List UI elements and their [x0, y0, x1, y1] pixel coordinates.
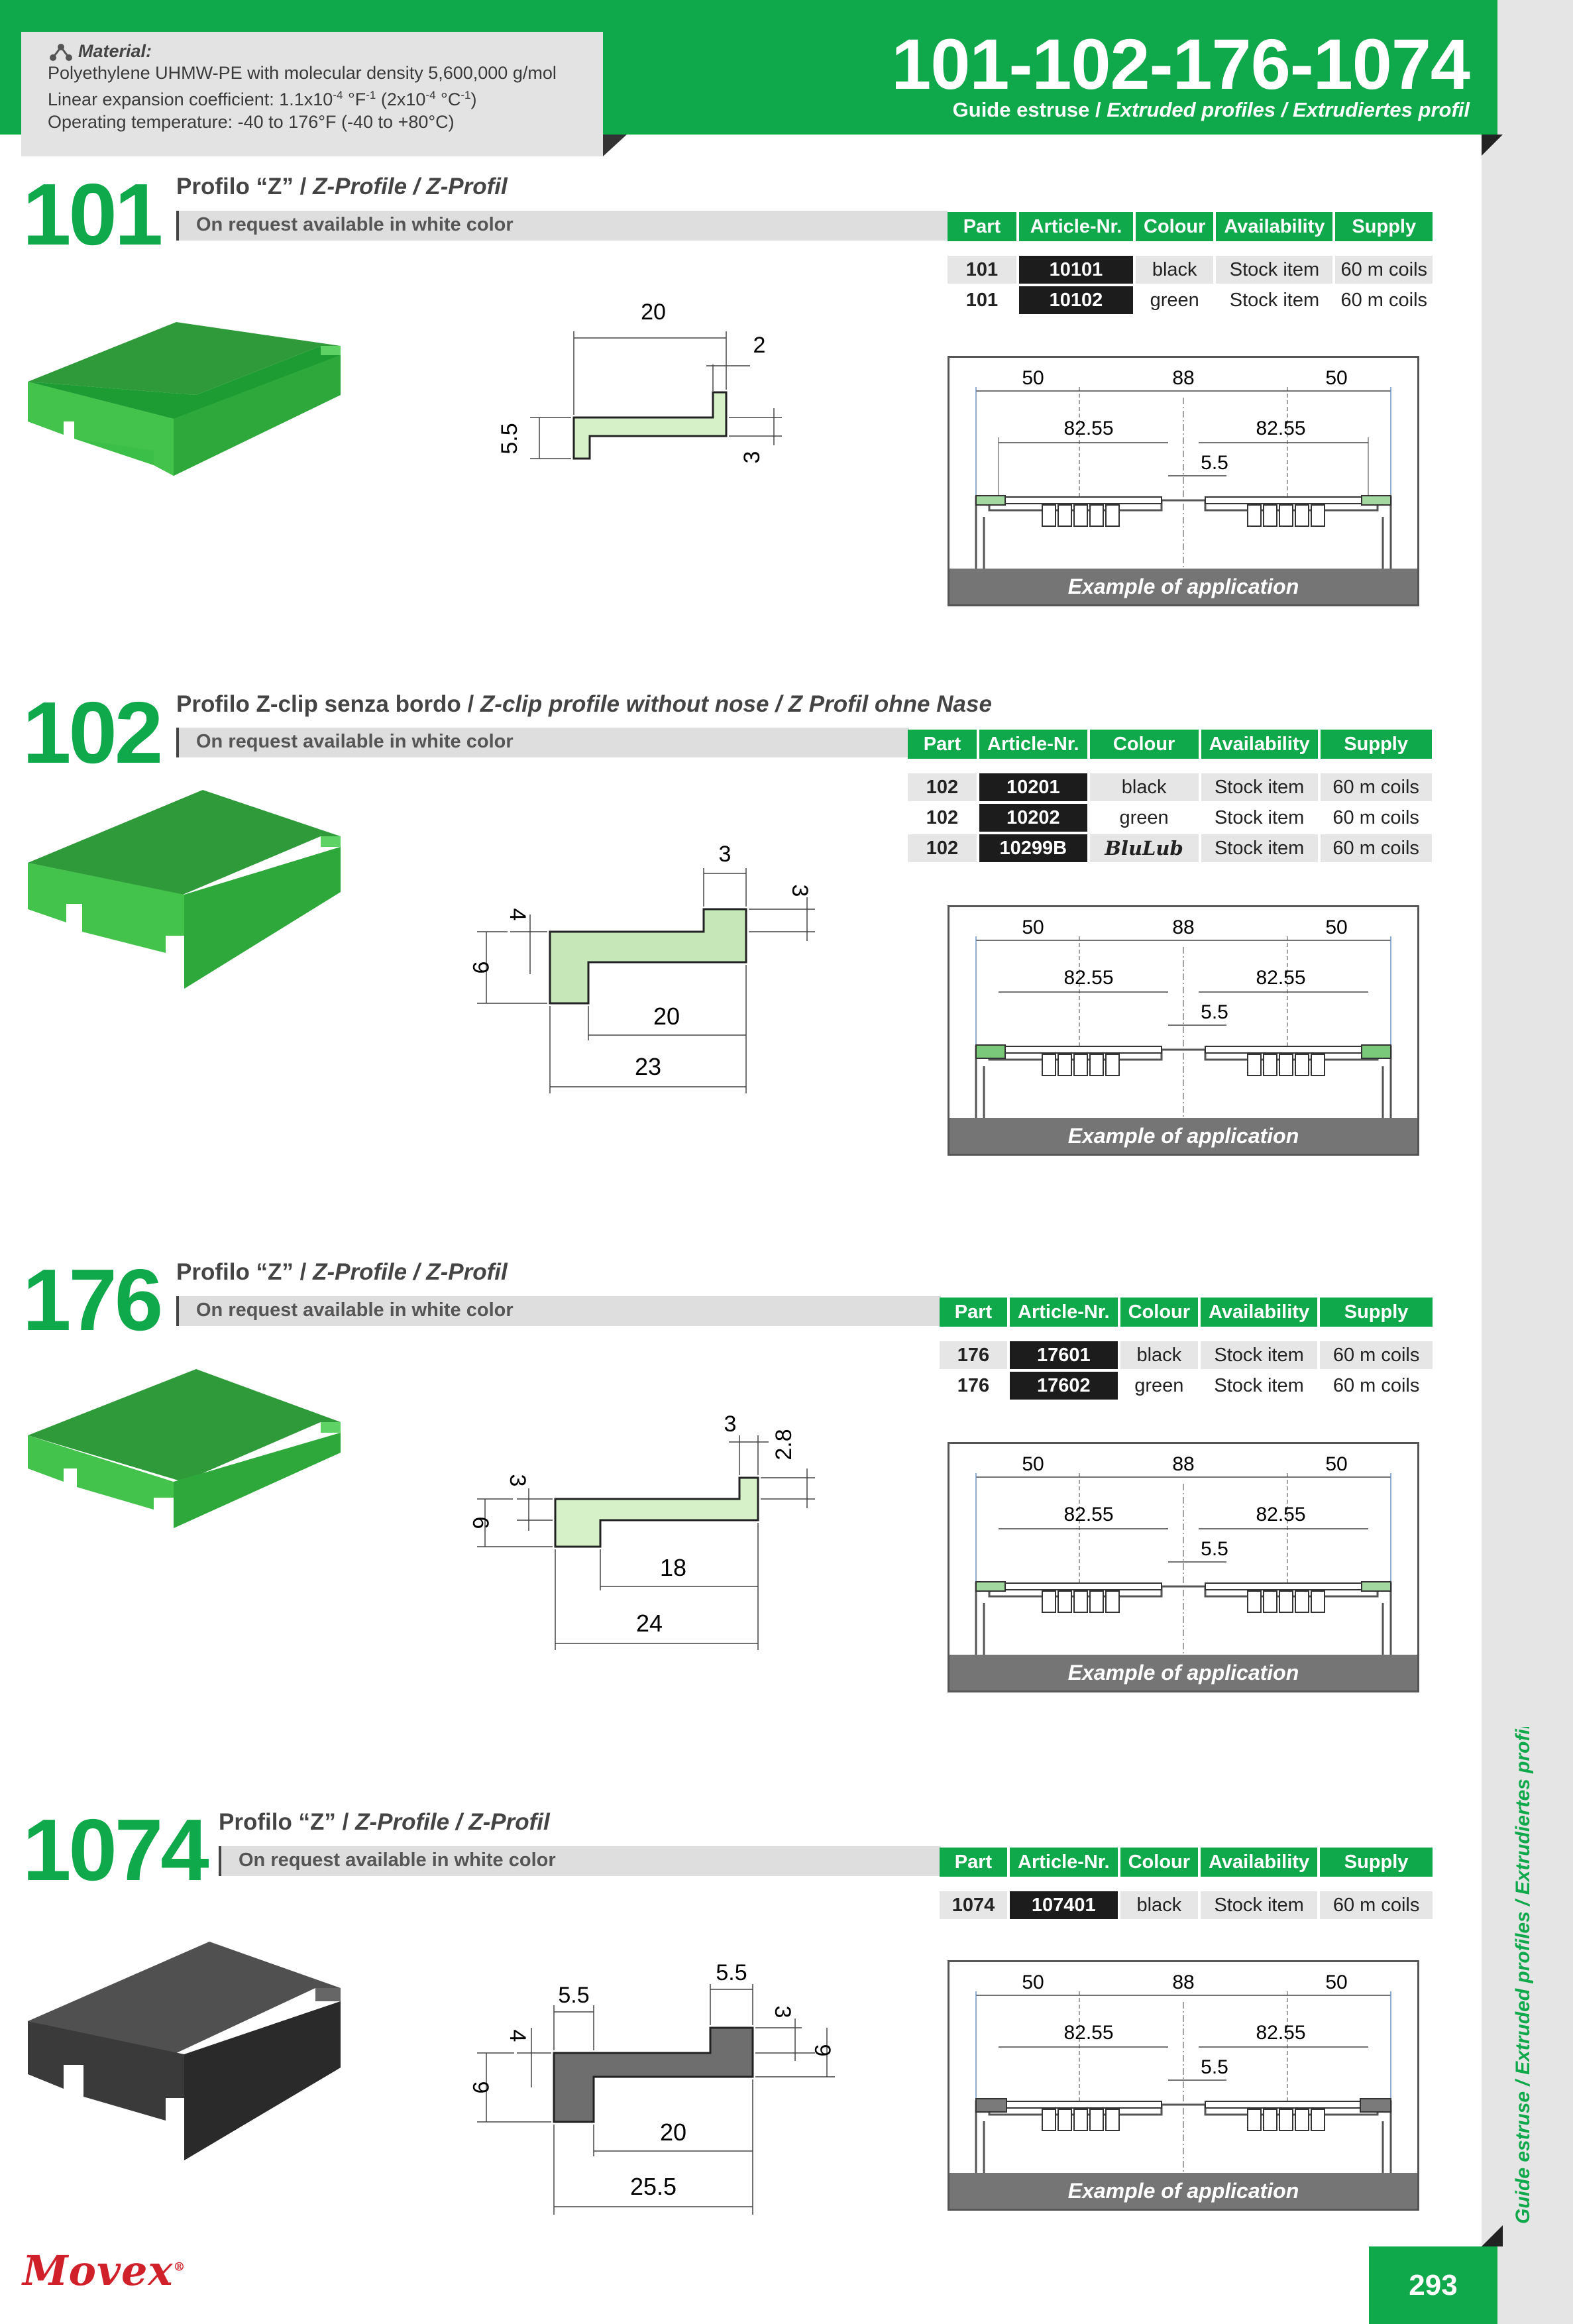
- molecule-icon: [48, 42, 74, 62]
- svg-text:50: 50: [1022, 916, 1044, 938]
- svg-text:20: 20: [641, 300, 666, 325]
- table-row: 101 10101 black Stock item 60 m coils: [948, 256, 1433, 284]
- svg-text:5.5: 5.5: [1201, 1538, 1228, 1560]
- table-row: 1074 107401 black Stock item 60 m coils: [940, 1891, 1433, 1919]
- section-note-1074: On request available in white color: [219, 1846, 941, 1876]
- table-row: 102 10299B BluLub Stock item 60 m coils: [908, 834, 1432, 862]
- svg-text:88: 88: [1172, 367, 1195, 389]
- application-caption: Example of application: [949, 1118, 1417, 1154]
- section-title-176: Profilo “Z” / Z-Profile / Z-Profil: [176, 1259, 508, 1285]
- table-header-row: Part Article-Nr. Colour Availability Supply: [940, 1848, 1433, 1877]
- material-corner: [603, 135, 627, 156]
- blulub-logo: BluLub: [1090, 834, 1199, 862]
- application-caption: Example of application: [949, 2173, 1417, 2209]
- dimension-drawing-102: [444, 842, 841, 1107]
- section-note-102: On request available in white color: [176, 728, 909, 757]
- svg-text:88: 88: [1172, 1971, 1195, 1993]
- svg-text:82.55: 82.55: [1256, 1504, 1306, 1525]
- table-row: 102 10201 black Stock item 60 m coils: [908, 773, 1432, 801]
- table-header-row: Part Article-Nr. Colour Availability Supply: [940, 1298, 1433, 1327]
- svg-text:23: 23: [634, 1053, 662, 1080]
- application-caption: Example of application: [949, 1655, 1417, 1690]
- material-line-1: Polyethylene UHMW-PE with molecular density 5,600,000 g/mol: [48, 63, 557, 83]
- svg-text:9: 9: [468, 2081, 493, 2094]
- page-corner: [1482, 2225, 1503, 2246]
- svg-text:82.55: 82.55: [1063, 1504, 1114, 1525]
- svg-text:2.8: 2.8: [771, 1429, 796, 1461]
- svg-text:50: 50: [1022, 367, 1044, 389]
- svg-text:5.5: 5.5: [1201, 452, 1228, 474]
- profile-3d-101: [24, 322, 349, 494]
- material-expansion: Linear expansion coefficient: $1.1x10^{-4}$ $^\circ F^{-1}$ ($2x10^{-4}$ $^\circ C^{-1}$): [48, 89, 477, 109]
- profile-3d-176: [24, 1369, 349, 1548]
- svg-text:3: 3: [739, 451, 765, 464]
- section-title-101: Profilo “Z” / Z-Profile / Z-Profil: [176, 174, 508, 199]
- svg-text:50: 50: [1325, 1971, 1348, 1993]
- header-corner: [1482, 135, 1503, 156]
- svg-text:4: 4: [505, 2029, 530, 2042]
- part-number-176: 176: [23, 1251, 161, 1349]
- section-title-1074: Profilo “Z” / Z-Profile / Z-Profil: [219, 1809, 550, 1835]
- application-example-101: [948, 356, 1419, 606]
- svg-text:3: 3: [787, 884, 812, 897]
- spec-table-176: [937, 1295, 1435, 1402]
- section-title-102: Profilo Z-clip senza bordo / Z-clip profile without nose / Z Profil ohne Nase: [176, 691, 992, 717]
- application-caption: Example of application: [949, 569, 1417, 604]
- page-subtitle: Guide estruse / Extruded profiles / Extrudiertes profil: [952, 98, 1470, 121]
- application-diagram: [949, 907, 1417, 1118]
- svg-text:20: 20: [653, 1003, 680, 1030]
- spec-table-102: [905, 727, 1435, 865]
- part-number-101: 101: [23, 166, 161, 263]
- spec-table-1074: [937, 1845, 1435, 1922]
- page-number: 293: [1369, 2246, 1497, 2324]
- profile-3d-102: [24, 790, 349, 1002]
- table-header-row: Part Article-Nr. Colour Availability Supply: [908, 730, 1432, 759]
- svg-text:3: 3: [770, 2005, 795, 2019]
- dimension-drawing-176: [444, 1402, 841, 1667]
- section-note-176: On request available in white color: [176, 1296, 941, 1326]
- application-example-176: [948, 1442, 1419, 1692]
- table-row: 102 10202 green Stock item 60 m coils: [908, 804, 1432, 832]
- table-row: 176 17602 green Stock item 60 m coils: [940, 1372, 1433, 1400]
- svg-text:20: 20: [659, 2119, 687, 2146]
- table-header-row: Part Article-Nr. Colour Availability Supply: [948, 212, 1433, 241]
- application-diagram: [949, 358, 1417, 569]
- svg-text:5.5: 5.5: [558, 1983, 590, 2008]
- dimension-drawing-1074: [444, 1955, 855, 2220]
- svg-text:4: 4: [505, 908, 530, 921]
- sidebar-vertical-title: [1497, 1727, 1546, 2224]
- svg-text:50: 50: [1325, 367, 1348, 389]
- svg-text:88: 88: [1172, 916, 1195, 938]
- part-number-1074: 1074: [23, 1801, 207, 1899]
- spec-table-101: [945, 209, 1435, 317]
- svg-text:5.5: 5.5: [716, 1960, 747, 1985]
- material-title: Material:: [78, 41, 152, 61]
- svg-text:9: 9: [810, 2044, 835, 2057]
- svg-text:82.55: 82.55: [1063, 2022, 1114, 2044]
- application-example-102: [948, 905, 1419, 1156]
- svg-text:82.55: 82.55: [1256, 417, 1306, 439]
- svg-text:5.5: 5.5: [497, 423, 522, 455]
- material-line-3: Operating temperature: -40 to 176°F (-40 to +80°C): [48, 112, 455, 132]
- svg-text:6: 6: [468, 1516, 493, 1529]
- svg-text:3: 3: [505, 1474, 530, 1487]
- table-row: 101 10102 green Stock item 60 m coils: [948, 286, 1433, 314]
- svg-text:50: 50: [1325, 1453, 1348, 1475]
- svg-text:82.55: 82.55: [1256, 2022, 1306, 2044]
- svg-text:5.5: 5.5: [1201, 1001, 1228, 1023]
- svg-text:88: 88: [1172, 1453, 1195, 1475]
- svg-text:50: 50: [1022, 1971, 1044, 1993]
- svg-text:50: 50: [1325, 916, 1348, 938]
- profile-3d-1074: [24, 1942, 349, 2167]
- part-number-102: 102: [23, 684, 161, 781]
- svg-text:82.55: 82.55: [1256, 967, 1306, 989]
- material-heading: [48, 41, 576, 62]
- svg-text:9: 9: [468, 961, 493, 974]
- svg-text:50: 50: [1022, 1453, 1044, 1475]
- svg-text:3: 3: [724, 1411, 737, 1437]
- svg-text:3: 3: [718, 842, 732, 867]
- sidebar-text: Guide estruse / Extruded profiles / Extrudiertes profil: [1512, 1727, 1534, 2224]
- page-title: 101-102-176-1074: [891, 24, 1470, 104]
- svg-text:2: 2: [753, 333, 766, 358]
- material-box: [21, 32, 603, 156]
- table-row: 176 17601 black Stock item 60 m coils: [940, 1341, 1433, 1369]
- movex-logo: Movex®: [23, 2246, 186, 2295]
- application-diagram: [949, 1962, 1417, 2173]
- svg-text:24: 24: [635, 1610, 663, 1637]
- svg-text:5.5: 5.5: [1201, 2056, 1228, 2078]
- svg-text:82.55: 82.55: [1063, 417, 1114, 439]
- svg-text:25.5: 25.5: [629, 2173, 677, 2200]
- section-note-101: On request available in white color: [176, 211, 948, 241]
- application-diagram: [949, 1444, 1417, 1655]
- svg-text:18: 18: [659, 1554, 687, 1581]
- application-example-1074: [948, 1960, 1419, 2211]
- dimension-drawing-101: [490, 292, 822, 477]
- svg-text:82.55: 82.55: [1063, 967, 1114, 989]
